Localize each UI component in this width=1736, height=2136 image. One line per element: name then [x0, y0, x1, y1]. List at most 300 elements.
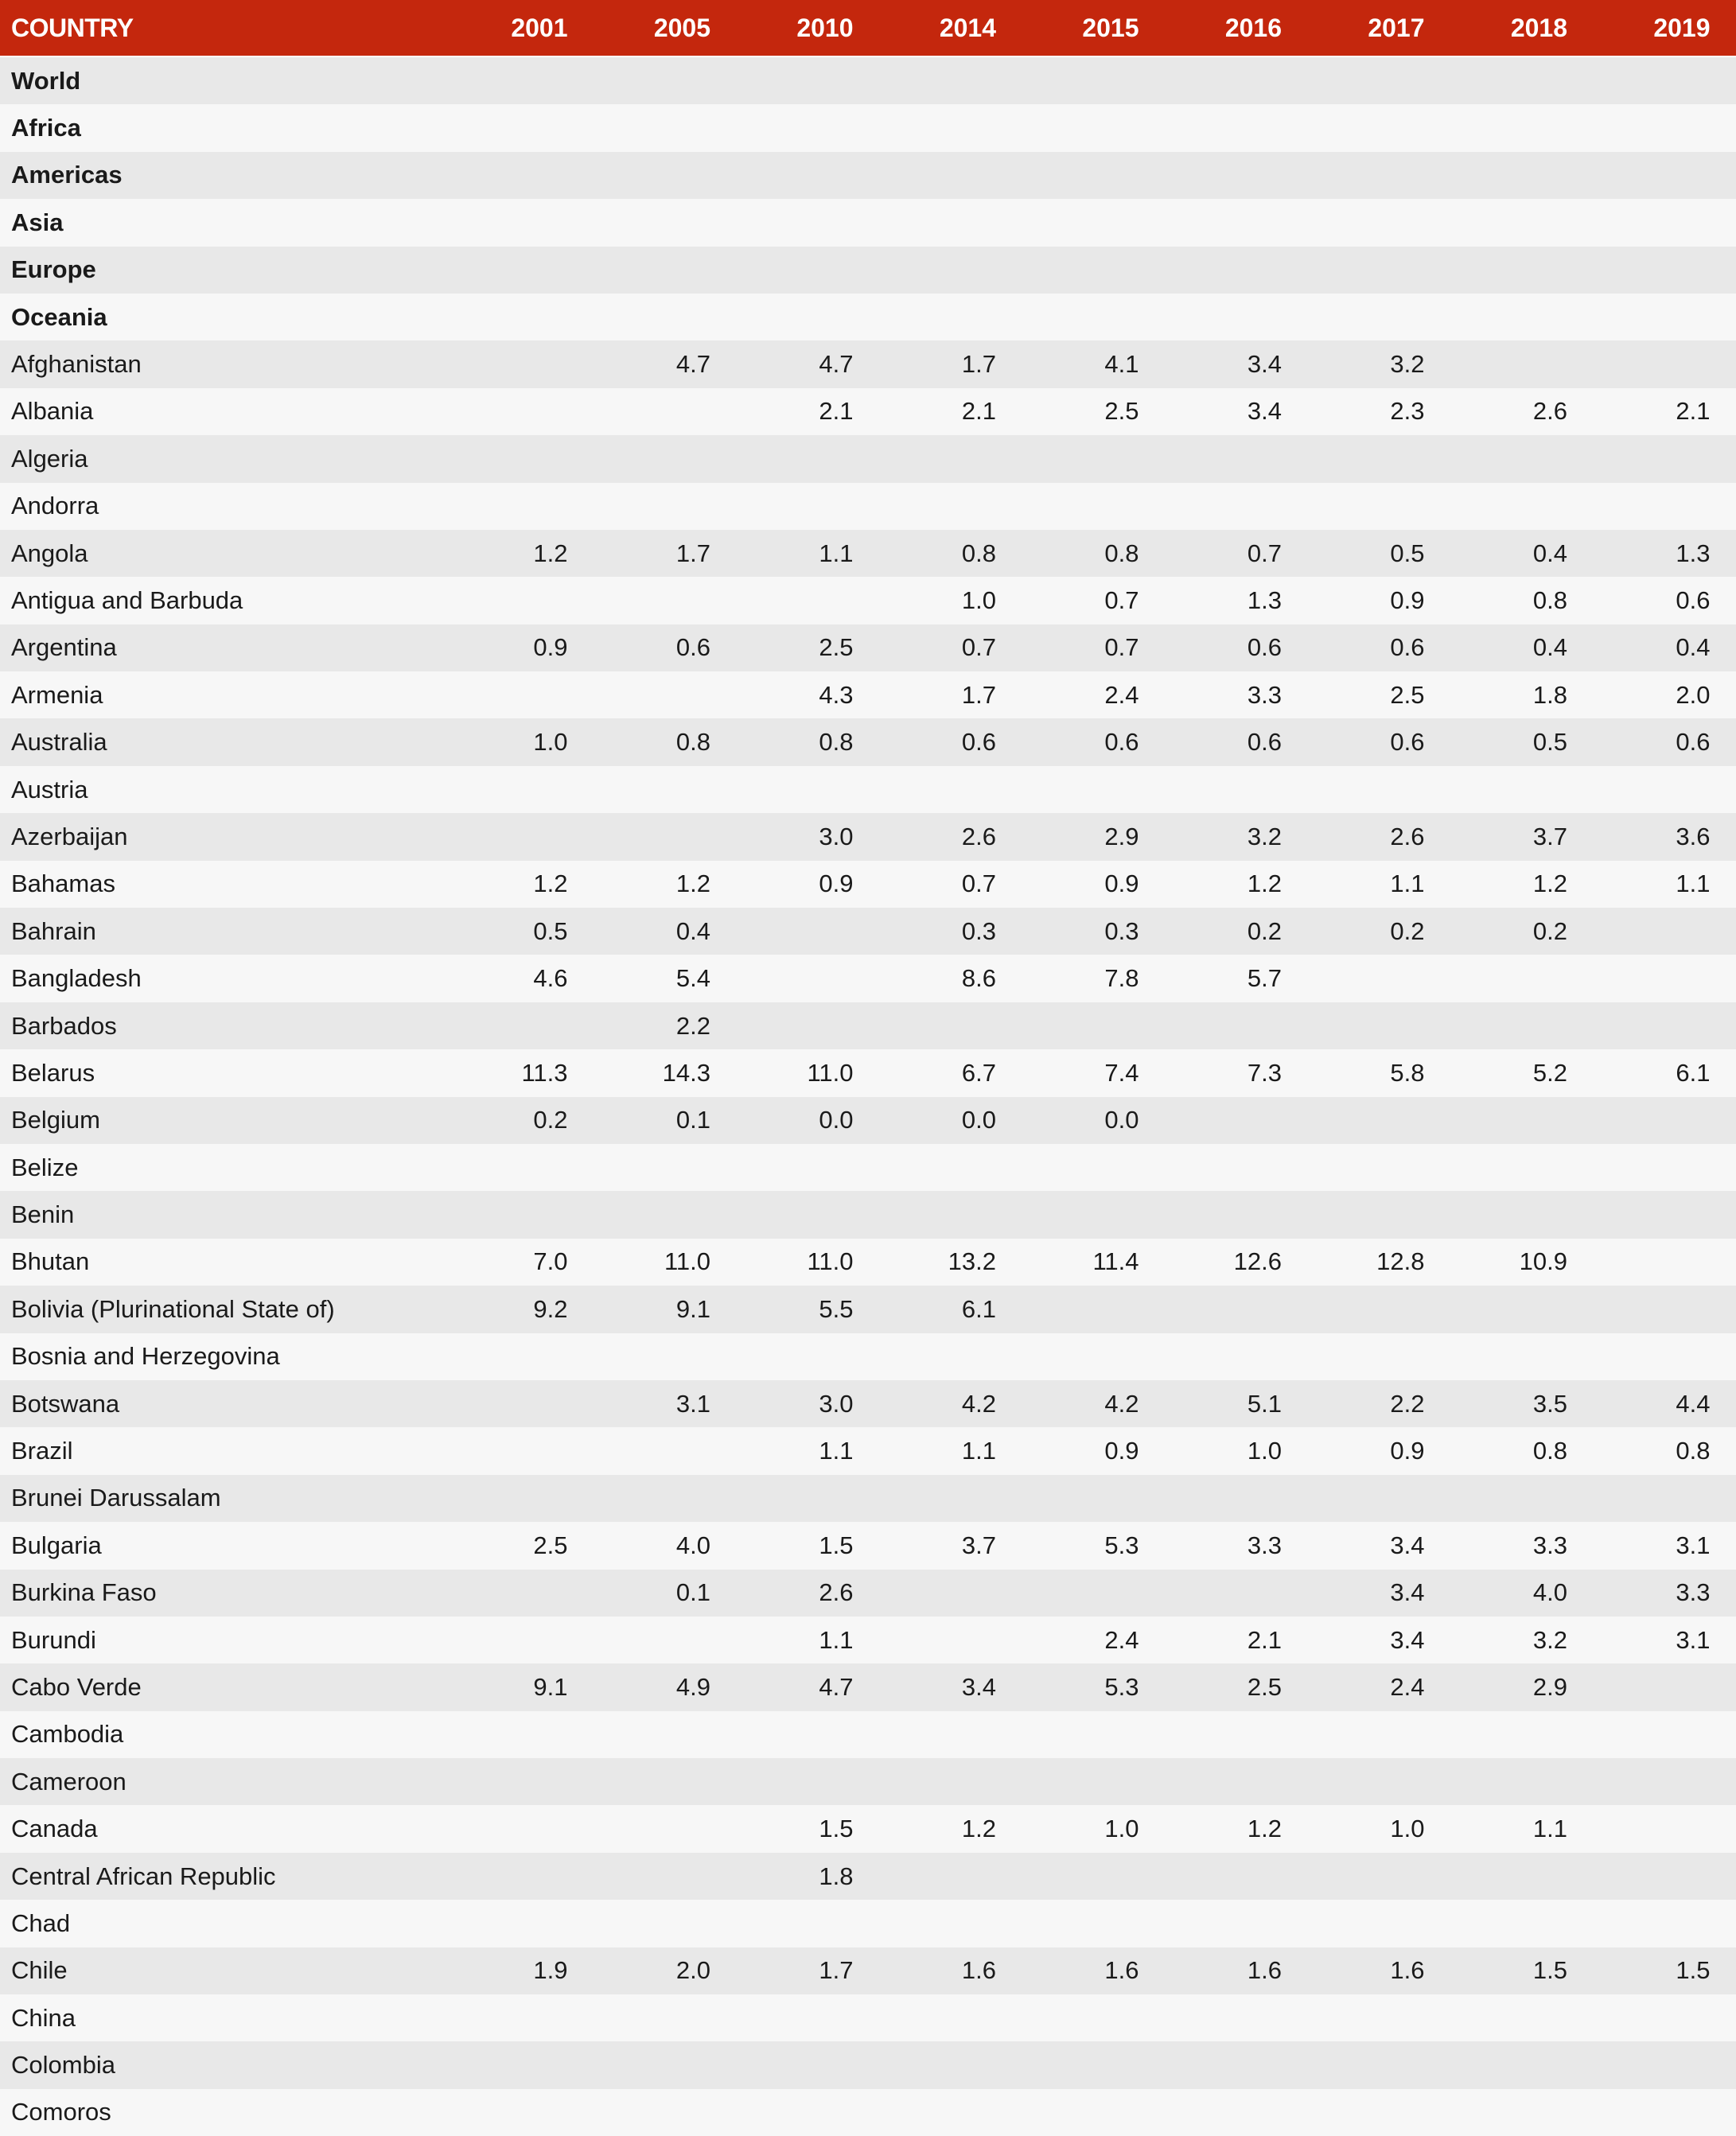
value-cell: 2.1	[895, 388, 1038, 435]
value-cell	[1466, 483, 1609, 530]
value-cell	[466, 56, 609, 104]
table-row	[0, 388, 1736, 435]
value-cell	[1181, 1758, 1324, 1805]
table-row	[0, 1475, 1736, 1522]
value-cell: 3.1	[1609, 1522, 1736, 1569]
country-name-cell: Colombia	[0, 2041, 466, 2088]
value-cell: 1.0	[466, 718, 609, 765]
value-cell	[752, 1333, 895, 1380]
value-cell	[1181, 1853, 1324, 1900]
value-cell: 3.4	[895, 1663, 1038, 1710]
value-cell	[466, 1805, 609, 1852]
value-cell: 0.0	[752, 1097, 895, 1144]
value-cell	[895, 294, 1038, 340]
value-cell: 1.8	[1466, 671, 1609, 718]
value-cell	[466, 1900, 609, 1947]
value-cell: 5.3	[1037, 1522, 1181, 1569]
country-name-cell: Andorra	[0, 483, 466, 530]
value-cell	[609, 1758, 753, 1805]
value-cell: 0.7	[895, 861, 1038, 908]
value-cell	[1609, 1475, 1736, 1522]
value-cell	[609, 2041, 753, 2088]
value-cell	[1037, 1711, 1181, 1758]
value-cell: 0.7	[1037, 624, 1181, 671]
value-cell: 0.5	[466, 908, 609, 955]
region-name-cell: Africa	[0, 104, 466, 151]
value-cell	[752, 1475, 895, 1522]
value-cell	[1323, 56, 1466, 104]
value-cell	[466, 2041, 609, 2088]
value-cell: 0.6	[1181, 718, 1324, 765]
value-cell: 1.6	[1323, 1947, 1466, 1994]
column-header-year: 2015	[1037, 0, 1181, 56]
value-cell: 1.5	[1466, 1947, 1609, 1994]
value-cell	[1037, 199, 1181, 246]
table-row	[0, 1805, 1736, 1852]
value-cell: 0.8	[895, 530, 1038, 577]
table-row	[0, 1711, 1736, 1758]
value-cell: 7.8	[1037, 955, 1181, 1002]
value-cell	[609, 294, 753, 340]
value-cell: 4.1	[1037, 340, 1181, 387]
value-cell	[1466, 2041, 1609, 2088]
country-name-cell: Bhutan	[0, 1239, 466, 1286]
country-name-cell: Bahamas	[0, 861, 466, 908]
value-cell	[1037, 2089, 1181, 2136]
value-cell	[895, 2041, 1038, 2088]
region-name-cell: Asia	[0, 199, 466, 246]
value-cell	[466, 1191, 609, 1238]
value-cell: 1.1	[1609, 861, 1736, 908]
value-cell: 0.3	[895, 908, 1038, 955]
value-cell	[1323, 1333, 1466, 1380]
table-row	[0, 813, 1736, 860]
country-name-cell: Cameroon	[0, 1758, 466, 1805]
value-cell	[895, 152, 1038, 199]
value-cell	[895, 104, 1038, 151]
region-row	[0, 247, 1736, 294]
country-name-cell: Cabo Verde	[0, 1663, 466, 1710]
value-cell	[1037, 1758, 1181, 1805]
value-cell	[1609, 199, 1736, 246]
value-cell	[1037, 1333, 1181, 1380]
value-cell: 2.6	[1323, 813, 1466, 860]
value-cell: 7.4	[1037, 1049, 1181, 1096]
value-cell	[1037, 1900, 1181, 1947]
value-cell	[1181, 1097, 1324, 1144]
value-cell	[1609, 1758, 1736, 1805]
country-name-cell: Central African Republic	[0, 1853, 466, 1900]
value-cell: 3.4	[1181, 340, 1324, 387]
value-cell	[466, 1994, 609, 2041]
value-cell	[1466, 1758, 1609, 1805]
value-cell: 3.5	[1466, 1380, 1609, 1427]
value-cell	[895, 1475, 1038, 1522]
value-cell	[466, 1758, 609, 1805]
value-cell	[1323, 955, 1466, 1002]
value-cell: 7.3	[1181, 1049, 1324, 1096]
value-cell	[1181, 152, 1324, 199]
value-cell: 3.4	[1323, 1522, 1466, 1569]
value-cell	[1323, 1286, 1466, 1333]
value-cell: 0.9	[1037, 861, 1181, 908]
country-name-cell: Argentina	[0, 624, 466, 671]
value-cell	[1609, 2041, 1736, 2088]
country-name-cell: Chad	[0, 1900, 466, 1947]
value-cell: 0.2	[1181, 908, 1324, 955]
value-cell: 4.3	[752, 671, 895, 718]
value-cell: 1.0	[1323, 1805, 1466, 1852]
value-cell: 4.2	[1037, 1380, 1181, 1427]
value-cell	[1466, 1191, 1609, 1238]
country-name-cell: Australia	[0, 718, 466, 765]
value-cell	[1609, 1711, 1736, 1758]
value-cell	[895, 766, 1038, 813]
table-row	[0, 1853, 1736, 1900]
value-cell	[609, 152, 753, 199]
value-cell	[466, 1427, 609, 1474]
region-name-cell: Europe	[0, 247, 466, 294]
country-name-cell: China	[0, 1994, 466, 2041]
table-row	[0, 624, 1736, 671]
country-name-cell: Armenia	[0, 671, 466, 718]
value-cell: 4.2	[895, 1380, 1038, 1427]
value-cell: 0.9	[1323, 1427, 1466, 1474]
table-row	[0, 955, 1736, 1002]
value-cell	[752, 766, 895, 813]
value-cell: 0.6	[895, 718, 1038, 765]
value-cell	[1037, 1144, 1181, 1191]
value-cell	[466, 1570, 609, 1617]
value-cell	[1181, 1333, 1324, 1380]
value-cell: 1.2	[1181, 1805, 1324, 1852]
value-cell: 5.1	[1181, 1380, 1324, 1427]
table-row	[0, 1947, 1736, 1994]
value-cell: 1.0	[1181, 1427, 1324, 1474]
value-cell	[1466, 435, 1609, 482]
value-cell	[609, 1900, 753, 1947]
value-cell: 9.1	[466, 1663, 609, 1710]
value-cell: 1.1	[752, 1617, 895, 1663]
value-cell	[1609, 1097, 1736, 1144]
value-cell	[895, 1191, 1038, 1238]
value-cell	[1181, 1286, 1324, 1333]
column-header-year: 2018	[1466, 0, 1609, 56]
value-cell: 4.0	[609, 1522, 753, 1569]
value-cell	[466, 1475, 609, 1522]
value-cell: 1.1	[752, 1427, 895, 1474]
country-name-cell: Brunei Darussalam	[0, 1475, 466, 1522]
value-cell: 1.7	[895, 340, 1038, 387]
value-cell: 0.9	[1323, 577, 1466, 624]
country-name-cell: Austria	[0, 766, 466, 813]
value-cell	[1181, 56, 1324, 104]
value-cell	[1466, 1333, 1609, 1380]
value-cell	[895, 2089, 1038, 2136]
value-cell: 13.2	[895, 1239, 1038, 1286]
value-cell: 2.6	[752, 1570, 895, 1617]
value-cell: 3.3	[1181, 671, 1324, 718]
value-cell	[1609, 955, 1736, 1002]
value-cell: 0.5	[1323, 530, 1466, 577]
value-cell	[1466, 1853, 1609, 1900]
country-name-cell: Belgium	[0, 1097, 466, 1144]
table-row	[0, 1002, 1736, 1049]
value-cell	[1037, 1570, 1181, 1617]
value-cell	[1181, 2041, 1324, 2088]
value-cell: 1.2	[1181, 861, 1324, 908]
value-cell: 9.2	[466, 1286, 609, 1333]
country-name-cell: Belize	[0, 1144, 466, 1191]
table-row	[0, 1333, 1736, 1380]
value-cell: 8.6	[895, 955, 1038, 1002]
value-cell	[1181, 1002, 1324, 1049]
value-cell: 11.3	[466, 1049, 609, 1096]
region-row	[0, 152, 1736, 199]
country-name-cell: Canada	[0, 1805, 466, 1852]
table-row	[0, 1570, 1736, 1617]
value-cell	[752, 1994, 895, 2041]
value-cell: 5.4	[609, 955, 753, 1002]
value-cell	[466, 577, 609, 624]
value-cell: 0.6	[1323, 718, 1466, 765]
region-row	[0, 199, 1736, 246]
value-cell	[752, 908, 895, 955]
value-cell	[609, 1333, 753, 1380]
value-cell: 11.0	[609, 1239, 753, 1286]
value-cell	[1181, 483, 1324, 530]
value-cell: 0.5	[1466, 718, 1609, 765]
value-cell: 0.4	[609, 908, 753, 955]
value-cell	[752, 199, 895, 246]
value-cell	[466, 671, 609, 718]
value-cell	[609, 1427, 753, 1474]
column-header-country: COUNTRY	[0, 0, 466, 56]
value-cell	[1181, 1900, 1324, 1947]
value-cell	[609, 247, 753, 294]
value-cell	[609, 671, 753, 718]
value-cell	[1181, 766, 1324, 813]
value-cell: 11.4	[1037, 1239, 1181, 1286]
column-header-year: 2001	[466, 0, 609, 56]
value-cell	[609, 199, 753, 246]
value-cell: 1.3	[1609, 530, 1736, 577]
value-cell: 6.1	[1609, 1049, 1736, 1096]
value-cell: 3.7	[895, 1522, 1038, 1569]
value-cell	[1037, 435, 1181, 482]
value-cell: 2.2	[609, 1002, 753, 1049]
table-row	[0, 577, 1736, 624]
value-cell: 1.2	[1466, 861, 1609, 908]
value-cell	[1037, 56, 1181, 104]
value-cell	[1466, 1097, 1609, 1144]
value-cell	[1609, 1002, 1736, 1049]
value-cell	[752, 2041, 895, 2088]
value-cell: 4.7	[752, 340, 895, 387]
value-cell: 0.6	[1323, 624, 1466, 671]
region-row	[0, 294, 1736, 340]
value-cell	[1037, 1191, 1181, 1238]
value-cell	[1323, 199, 1466, 246]
value-cell	[752, 247, 895, 294]
value-cell	[752, 1758, 895, 1805]
region-name-cell: World	[0, 56, 466, 104]
table-body	[0, 56, 1736, 2136]
value-cell: 2.6	[895, 813, 1038, 860]
value-cell	[895, 1617, 1038, 1663]
value-cell	[1037, 1002, 1181, 1049]
value-cell: 6.1	[895, 1286, 1038, 1333]
column-header-year: 2005	[609, 0, 753, 56]
value-cell	[752, 1711, 895, 1758]
value-cell: 0.8	[1466, 1427, 1609, 1474]
value-cell: 0.6	[1037, 718, 1181, 765]
value-cell	[1181, 2089, 1324, 2136]
value-cell: 2.1	[752, 388, 895, 435]
value-cell: 1.6	[1181, 1947, 1324, 1994]
value-cell: 0.6	[609, 624, 753, 671]
value-cell	[466, 247, 609, 294]
value-cell	[1466, 152, 1609, 199]
table-row	[0, 1286, 1736, 1333]
value-cell: 1.5	[752, 1805, 895, 1852]
value-cell: 4.7	[609, 340, 753, 387]
value-cell: 3.0	[752, 813, 895, 860]
value-cell: 1.5	[1609, 1947, 1736, 1994]
value-cell	[895, 1900, 1038, 1947]
country-name-cell: Bolivia (Plurinational State of)	[0, 1286, 466, 1333]
value-cell	[1181, 1570, 1324, 1617]
value-cell	[1037, 104, 1181, 151]
value-cell	[1609, 2089, 1736, 2136]
value-cell	[752, 483, 895, 530]
value-cell: 0.7	[1037, 577, 1181, 624]
value-cell	[1609, 483, 1736, 530]
value-cell	[466, 1617, 609, 1663]
value-cell	[752, 1191, 895, 1238]
value-cell	[752, 955, 895, 1002]
table-row	[0, 530, 1736, 577]
value-cell: 0.2	[1466, 908, 1609, 955]
country-name-cell: Albania	[0, 388, 466, 435]
value-cell: 3.1	[609, 1380, 753, 1427]
table-row	[0, 1097, 1736, 1144]
value-cell	[1323, 152, 1466, 199]
value-cell: 2.5	[752, 624, 895, 671]
value-cell: 0.2	[1323, 908, 1466, 955]
value-cell	[1037, 152, 1181, 199]
value-cell	[895, 247, 1038, 294]
value-cell: 3.1	[1609, 1617, 1736, 1663]
value-cell: 9.1	[609, 1286, 753, 1333]
country-name-cell: Algeria	[0, 435, 466, 482]
value-cell: 2.4	[1323, 1663, 1466, 1710]
value-cell	[752, 1900, 895, 1947]
value-cell	[466, 104, 609, 151]
value-cell	[609, 1853, 753, 1900]
value-cell: 5.5	[752, 1286, 895, 1333]
value-cell	[466, 813, 609, 860]
value-cell	[466, 1711, 609, 1758]
value-cell	[1181, 199, 1324, 246]
value-cell	[1609, 152, 1736, 199]
value-cell	[1323, 1097, 1466, 1144]
value-cell	[752, 577, 895, 624]
table-row	[0, 766, 1736, 813]
value-cell	[1323, 2041, 1466, 2088]
value-cell	[609, 1144, 753, 1191]
value-cell	[1323, 435, 1466, 482]
value-cell: 1.2	[466, 861, 609, 908]
value-cell: 0.6	[1609, 577, 1736, 624]
value-cell	[1323, 1475, 1466, 1522]
value-cell	[1466, 766, 1609, 813]
value-cell: 2.3	[1323, 388, 1466, 435]
value-cell: 0.0	[895, 1097, 1038, 1144]
value-cell	[1466, 56, 1609, 104]
value-cell: 4.4	[1609, 1380, 1736, 1427]
value-cell: 0.7	[895, 624, 1038, 671]
value-cell: 2.1	[1609, 388, 1736, 435]
value-cell	[609, 435, 753, 482]
value-cell: 1.6	[1037, 1947, 1181, 1994]
value-cell: 1.5	[752, 1522, 895, 1569]
value-cell	[1323, 1144, 1466, 1191]
value-cell	[466, 388, 609, 435]
value-cell	[1609, 1286, 1736, 1333]
value-cell: 3.4	[1181, 388, 1324, 435]
value-cell	[1609, 1994, 1736, 2041]
value-cell: 2.0	[1609, 671, 1736, 718]
value-cell	[1037, 1475, 1181, 1522]
value-cell: 4.7	[752, 1663, 895, 1710]
country-name-cell: Barbados	[0, 1002, 466, 1049]
value-cell	[1323, 483, 1466, 530]
value-cell	[1466, 294, 1609, 340]
value-cell	[1181, 1191, 1324, 1238]
country-name-cell: Botswana	[0, 1380, 466, 1427]
value-cell	[1609, 340, 1736, 387]
value-cell	[895, 1002, 1038, 1049]
column-header-year: 2010	[752, 0, 895, 56]
value-cell	[895, 1333, 1038, 1380]
value-cell	[466, 435, 609, 482]
value-cell: 0.3	[1037, 908, 1181, 955]
region-row	[0, 56, 1736, 104]
value-cell	[1609, 1333, 1736, 1380]
value-cell	[609, 483, 753, 530]
value-cell: 12.6	[1181, 1239, 1324, 1286]
value-cell: 3.2	[1181, 813, 1324, 860]
country-name-cell: Brazil	[0, 1427, 466, 1474]
value-cell	[466, 294, 609, 340]
value-cell	[1181, 247, 1324, 294]
value-cell	[466, 340, 609, 387]
value-cell	[1181, 294, 1324, 340]
table-row	[0, 1994, 1736, 2041]
value-cell: 0.4	[1609, 624, 1736, 671]
value-cell: 4.6	[466, 955, 609, 1002]
value-cell: 0.7	[1181, 530, 1324, 577]
value-cell	[752, 435, 895, 482]
value-cell	[1609, 1144, 1736, 1191]
value-cell	[1609, 1239, 1736, 1286]
value-cell: 3.0	[752, 1380, 895, 1427]
value-cell	[1609, 104, 1736, 151]
value-cell	[1466, 955, 1609, 1002]
value-cell: 3.2	[1323, 340, 1466, 387]
value-cell	[609, 388, 753, 435]
